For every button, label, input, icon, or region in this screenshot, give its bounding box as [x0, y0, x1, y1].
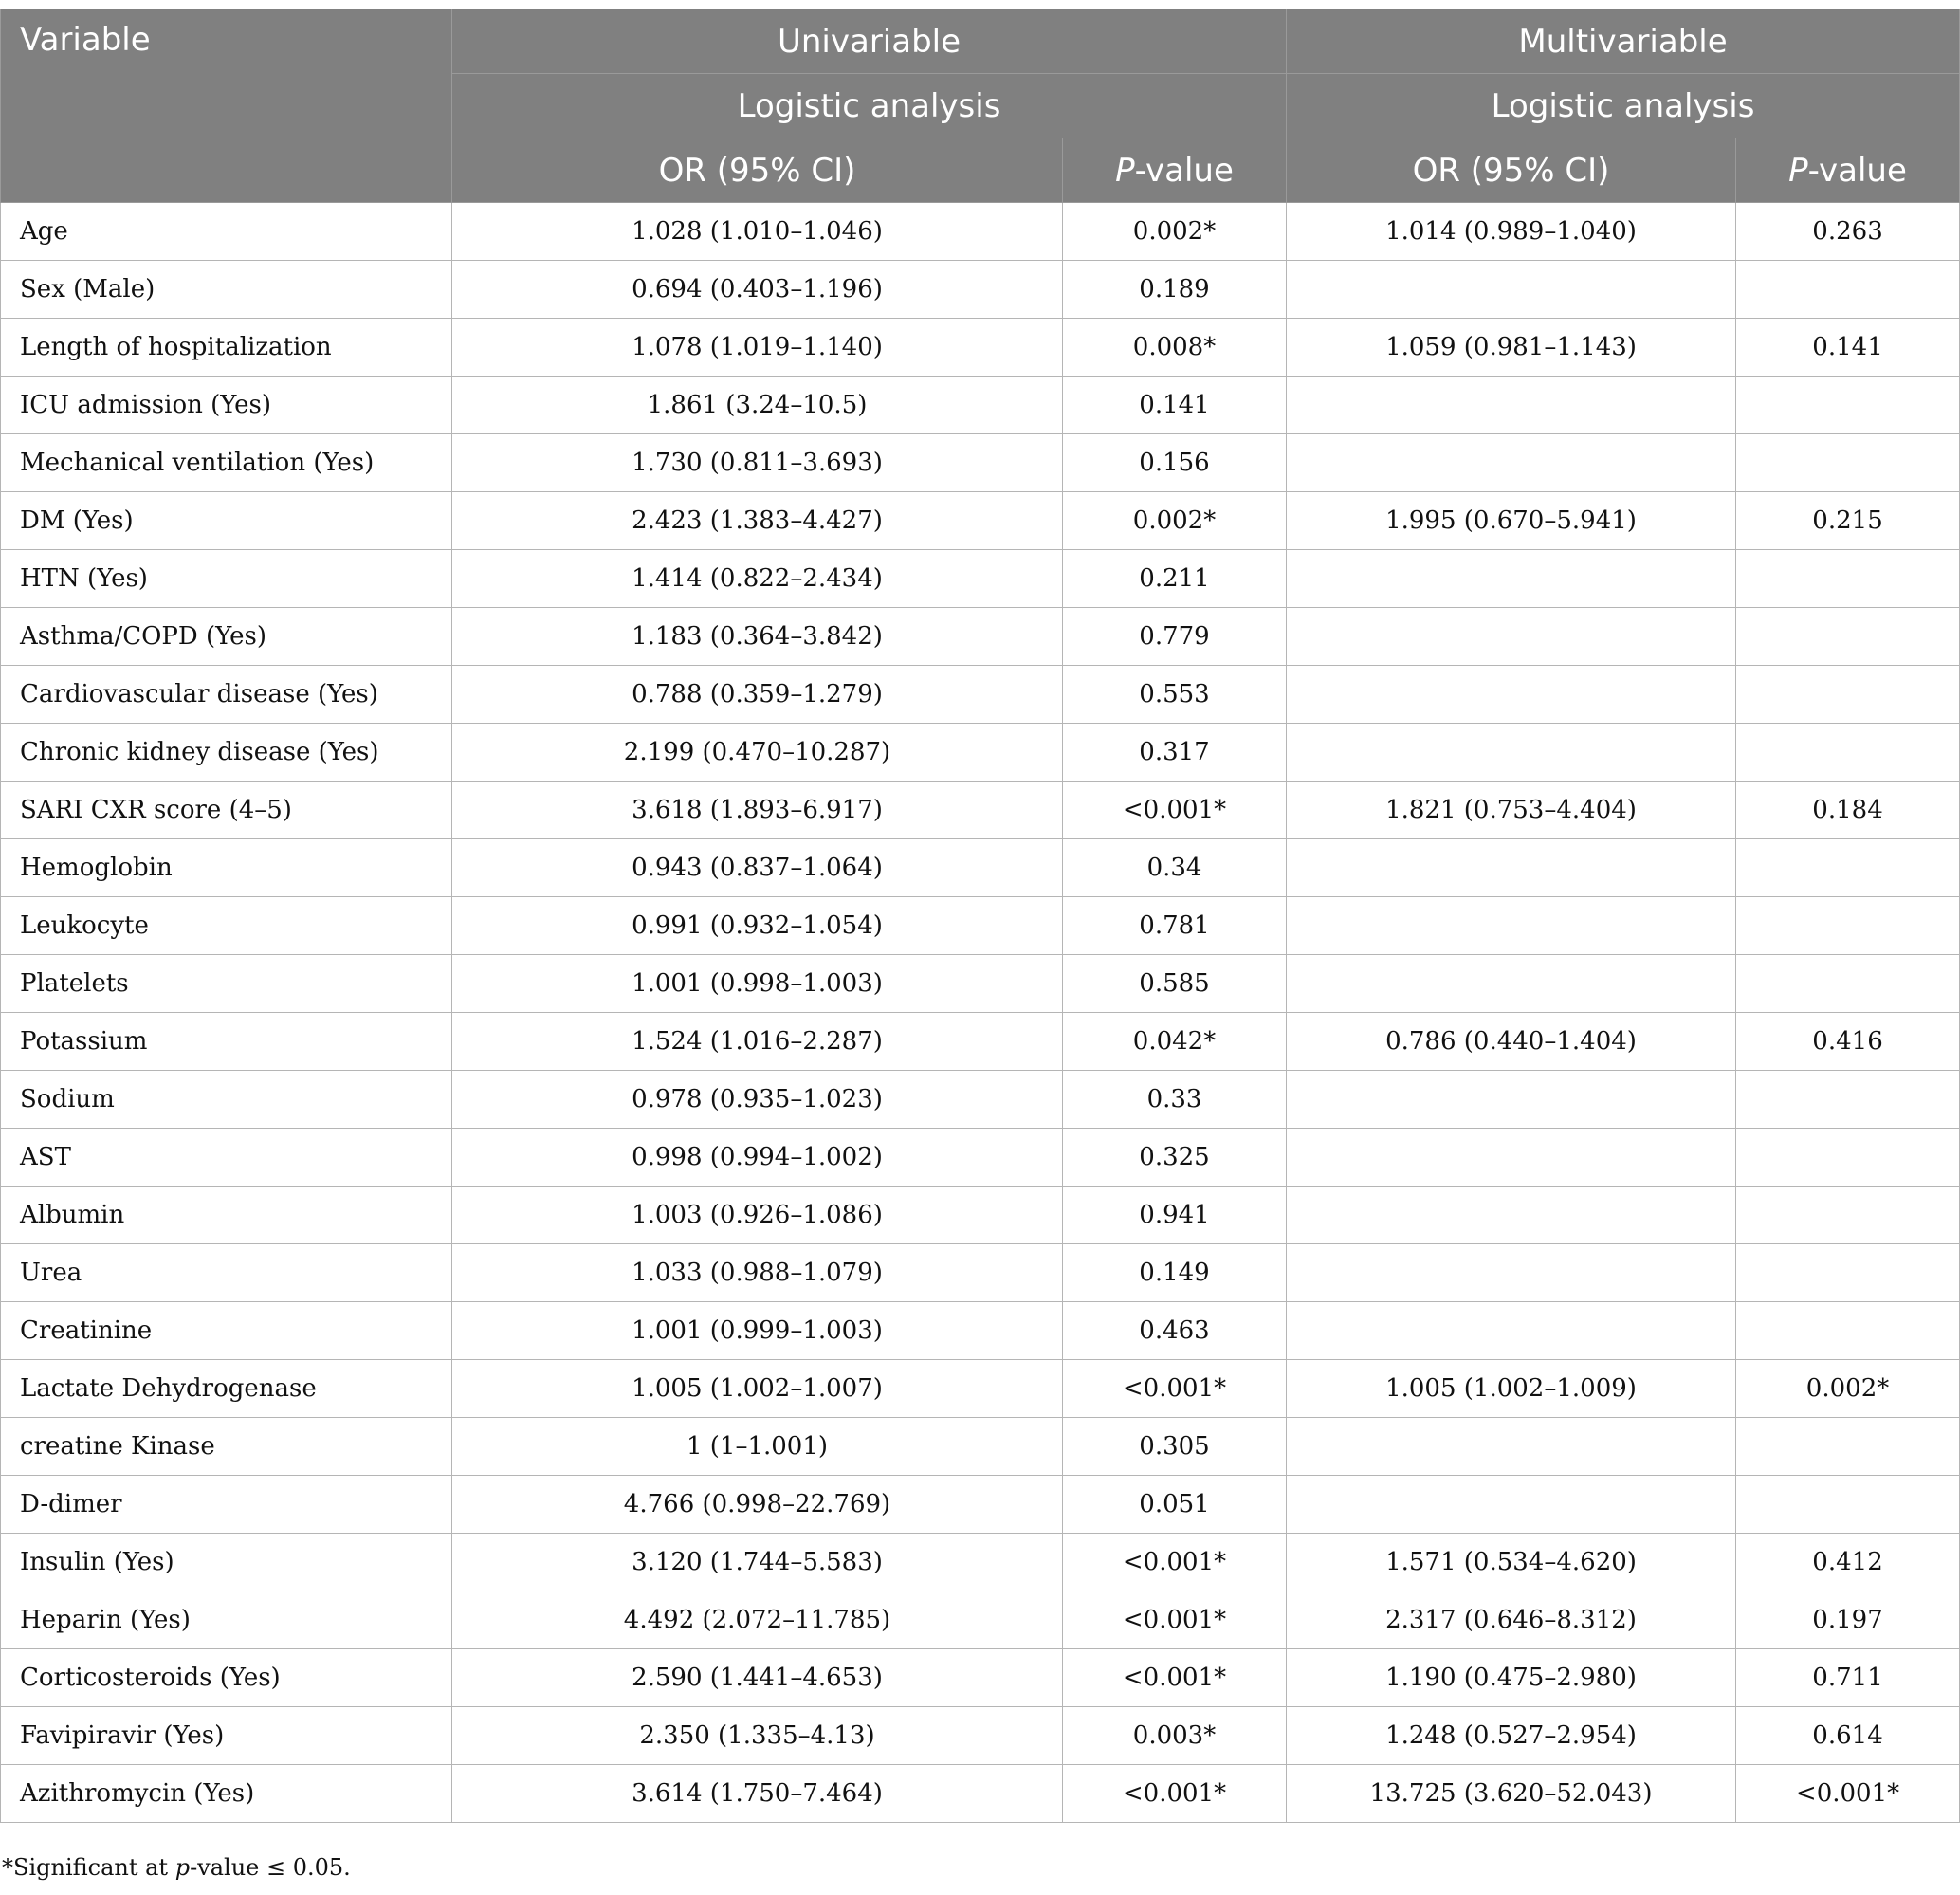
cell-uni-or: 1.003 (0.926–1.086): [452, 1187, 1063, 1244]
cell-multi-pvalue: 0.263: [1736, 203, 1960, 261]
cell-multi-or: [1287, 839, 1736, 897]
cell-multi-or: [1287, 1418, 1736, 1476]
cell-multi-or: [1287, 550, 1736, 608]
cell-variable: Mechanical ventilation (Yes): [1, 434, 452, 492]
cell-multi-or: [1287, 1476, 1736, 1534]
cell-multi-pvalue: 0.184: [1736, 782, 1960, 839]
cell-multi-or: [1287, 724, 1736, 782]
table-row: [1, 261, 1960, 319]
cell-multi-or: [1287, 955, 1736, 1013]
cell-variable: Platelets: [1, 955, 452, 1013]
cell-variable: Hemoglobin: [1, 839, 452, 897]
cell-variable: Insulin (Yes): [1, 1534, 452, 1591]
cell-multi-or: 13.725 (3.620–52.043): [1287, 1765, 1736, 1823]
logistic-regression-table: [0, 9, 1960, 1823]
cell-variable: Albumin: [1, 1187, 452, 1244]
table-row: [1, 319, 1960, 377]
cell-multi-or: 1.571 (0.534–4.620): [1287, 1534, 1736, 1591]
cell-uni-or: 3.614 (1.750–7.464): [452, 1765, 1063, 1823]
cell-variable: AST: [1, 1129, 452, 1187]
cell-variable: Chronic kidney disease (Yes): [1, 724, 452, 782]
cell-variable: Creatinine: [1, 1302, 452, 1360]
cell-uni-or: 2.423 (1.383–4.427): [452, 492, 1063, 550]
cell-multi-pvalue: [1736, 955, 1960, 1013]
header-multi-or: OR (95% CI): [1287, 138, 1736, 203]
table-row: [1, 1129, 1960, 1187]
cell-variable: Potassium: [1, 1013, 452, 1071]
cell-uni-or: 1.005 (1.002–1.007): [452, 1360, 1063, 1418]
cell-uni-or: 2.590 (1.441–4.653): [452, 1649, 1063, 1707]
cell-uni-pvalue: 0.585: [1063, 955, 1287, 1013]
cell-variable: Sodium: [1, 1071, 452, 1129]
cell-variable: Cardiovascular disease (Yes): [1, 666, 452, 724]
cell-multi-pvalue: 0.711: [1736, 1649, 1960, 1707]
header-variable: Variable: [1, 9, 452, 203]
cell-multi-or: [1287, 1187, 1736, 1244]
table-row: [1, 1187, 1960, 1244]
cell-multi-or: [1287, 666, 1736, 724]
cell-multi-or: 1.995 (0.670–5.941): [1287, 492, 1736, 550]
cell-uni-or: 0.991 (0.932–1.054): [452, 897, 1063, 955]
table-row: [1, 1071, 1960, 1129]
footnote-suffix: -value ≤ 0.05.: [190, 1854, 351, 1881]
cell-multi-or: 1.005 (1.002–1.009): [1287, 1360, 1736, 1418]
cell-multi-pvalue: [1736, 1476, 1960, 1534]
cell-multi-pvalue: [1736, 1302, 1960, 1360]
table-row: [1, 666, 1960, 724]
cell-uni-or: 1.001 (0.998–1.003): [452, 955, 1063, 1013]
cell-multi-or: [1287, 608, 1736, 666]
cell-uni-pvalue: 0.002*: [1063, 203, 1287, 261]
cell-uni-pvalue: 0.002*: [1063, 492, 1287, 550]
cell-uni-or: 1.028 (1.010–1.046): [452, 203, 1063, 261]
cell-multi-pvalue: 0.614: [1736, 1707, 1960, 1765]
table-row: [1, 1302, 1960, 1360]
cell-uni-or: 0.943 (0.837–1.064): [452, 839, 1063, 897]
header-univariable-subtitle: Logistic analysis: [452, 74, 1287, 138]
cell-uni-pvalue: 0.317: [1063, 724, 1287, 782]
table-row: [1, 1360, 1960, 1418]
cell-multi-pvalue: [1736, 1418, 1960, 1476]
cell-uni-or: 2.199 (0.470–10.287): [452, 724, 1063, 782]
cell-multi-pvalue: [1736, 1187, 1960, 1244]
cell-uni-or: 1.001 (0.999–1.003): [452, 1302, 1063, 1360]
header-univariable: Univariable: [452, 9, 1287, 74]
cell-uni-or: 3.618 (1.893–6.917): [452, 782, 1063, 839]
cell-multi-pvalue: [1736, 377, 1960, 434]
cell-uni-pvalue: 0.781: [1063, 897, 1287, 955]
cell-uni-pvalue: 0.779: [1063, 608, 1287, 666]
table-footnote: [2, 1854, 351, 1881]
footnote-prefix: *Significant at: [2, 1854, 175, 1881]
header-multi-pvalue-p: P: [1788, 151, 1808, 190]
table-row: [1, 955, 1960, 1013]
cell-uni-pvalue: 0.463: [1063, 1302, 1287, 1360]
cell-uni-pvalue: 0.003*: [1063, 1707, 1287, 1765]
cell-multi-or: 1.059 (0.981–1.143): [1287, 319, 1736, 377]
cell-uni-or: 1.730 (0.811–3.693): [452, 434, 1063, 492]
cell-uni-pvalue: <0.001*: [1063, 1591, 1287, 1649]
table-row: [1, 203, 1960, 261]
header-multi-pvalue-rest: -value: [1807, 151, 1907, 190]
cell-multi-or: [1287, 434, 1736, 492]
table-row: [1, 377, 1960, 434]
table-row: [1, 1476, 1960, 1534]
header-multi-pvalue: [1736, 138, 1960, 203]
cell-uni-pvalue: 0.042*: [1063, 1013, 1287, 1071]
cell-uni-or: 1.524 (1.016–2.287): [452, 1013, 1063, 1071]
cell-variable: Urea: [1, 1244, 452, 1302]
footnote-italic-p: p: [174, 1854, 191, 1881]
cell-variable: Leukocyte: [1, 897, 452, 955]
cell-uni-or: 1.861 (3.24–10.5): [452, 377, 1063, 434]
cell-uni-pvalue: 0.305: [1063, 1418, 1287, 1476]
cell-multi-pvalue: 0.215: [1736, 492, 1960, 550]
header-multivariable: Multivariable: [1287, 9, 1960, 74]
table-body: [1, 203, 1960, 1823]
cell-multi-pvalue: 0.197: [1736, 1591, 1960, 1649]
cell-multi-pvalue: [1736, 839, 1960, 897]
cell-multi-or: 0.786 (0.440–1.404): [1287, 1013, 1736, 1071]
cell-uni-pvalue: 0.325: [1063, 1129, 1287, 1187]
cell-uni-or: 1.183 (0.364–3.842): [452, 608, 1063, 666]
cell-multi-or: 1.014 (0.989–1.040): [1287, 203, 1736, 261]
cell-uni-pvalue: 0.149: [1063, 1244, 1287, 1302]
cell-multi-or: [1287, 1071, 1736, 1129]
cell-multi-pvalue: [1736, 608, 1960, 666]
cell-variable: HTN (Yes): [1, 550, 452, 608]
cell-variable: Corticosteroids (Yes): [1, 1649, 452, 1707]
table-row: [1, 1707, 1960, 1765]
cell-uni-or: 0.978 (0.935–1.023): [452, 1071, 1063, 1129]
cell-uni-or: 1.033 (0.988–1.079): [452, 1244, 1063, 1302]
table-container: [0, 9, 1960, 1823]
table-row: [1, 550, 1960, 608]
cell-variable: ICU admission (Yes): [1, 377, 452, 434]
cell-uni-pvalue: 0.34: [1063, 839, 1287, 897]
cell-multi-or: [1287, 1129, 1736, 1187]
table-row: [1, 1591, 1960, 1649]
cell-uni-or: 3.120 (1.744–5.583): [452, 1534, 1063, 1591]
cell-multi-pvalue: [1736, 261, 1960, 319]
table-row: [1, 1765, 1960, 1823]
cell-variable: Sex (Male): [1, 261, 452, 319]
cell-multi-pvalue: [1736, 550, 1960, 608]
cell-variable: Age: [1, 203, 452, 261]
cell-uni-pvalue: <0.001*: [1063, 1765, 1287, 1823]
cell-uni-pvalue: 0.156: [1063, 434, 1287, 492]
cell-uni-pvalue: 0.211: [1063, 550, 1287, 608]
table-row: [1, 1418, 1960, 1476]
cell-uni-pvalue: 0.33: [1063, 1071, 1287, 1129]
cell-variable: Heparin (Yes): [1, 1591, 452, 1649]
cell-multi-pvalue: 0.416: [1736, 1013, 1960, 1071]
header-uni-pvalue-rest: -value: [1134, 151, 1234, 190]
cell-uni-or: 1 (1–1.001): [452, 1418, 1063, 1476]
table-row: [1, 1534, 1960, 1591]
cell-uni-pvalue: 0.141: [1063, 377, 1287, 434]
header-uni-pvalue: [1063, 138, 1287, 203]
table-row: [1, 608, 1960, 666]
cell-multi-pvalue: [1736, 666, 1960, 724]
cell-uni-or: 2.350 (1.335–4.13): [452, 1707, 1063, 1765]
cell-uni-or: 0.998 (0.994–1.002): [452, 1129, 1063, 1187]
cell-uni-pvalue: <0.001*: [1063, 1360, 1287, 1418]
table-row: [1, 1013, 1960, 1071]
cell-multi-or: [1287, 897, 1736, 955]
cell-multi-pvalue: 0.002*: [1736, 1360, 1960, 1418]
cell-uni-or: 1.078 (1.019–1.140): [452, 319, 1063, 377]
cell-multi-pvalue: [1736, 1129, 1960, 1187]
cell-multi-or: 1.821 (0.753–4.404): [1287, 782, 1736, 839]
cell-uni-pvalue: <0.001*: [1063, 1649, 1287, 1707]
cell-uni-pvalue: <0.001*: [1063, 1534, 1287, 1591]
cell-variable: creatine Kinase: [1, 1418, 452, 1476]
cell-uni-or: 0.694 (0.403–1.196): [452, 261, 1063, 319]
cell-variable: D-dimer: [1, 1476, 452, 1534]
cell-multi-or: 1.248 (0.527–2.954): [1287, 1707, 1736, 1765]
cell-uni-pvalue: 0.941: [1063, 1187, 1287, 1244]
cell-multi-pvalue: [1736, 1071, 1960, 1129]
cell-multi-pvalue: <0.001*: [1736, 1765, 1960, 1823]
header-uni-pvalue-p: P: [1115, 151, 1135, 190]
cell-multi-or: [1287, 377, 1736, 434]
cell-uni-pvalue: 0.051: [1063, 1476, 1287, 1534]
cell-variable: Lactate Dehydrogenase: [1, 1360, 452, 1418]
table-row: [1, 897, 1960, 955]
cell-uni-pvalue: <0.001*: [1063, 782, 1287, 839]
table-row: [1, 782, 1960, 839]
table-row: [1, 839, 1960, 897]
cell-variable: SARI CXR score (4–5): [1, 782, 452, 839]
cell-uni-pvalue: 0.553: [1063, 666, 1287, 724]
cell-multi-or: [1287, 261, 1736, 319]
cell-uni-or: 4.492 (2.072–11.785): [452, 1591, 1063, 1649]
cell-multi-pvalue: 0.141: [1736, 319, 1960, 377]
table-header: [1, 9, 1960, 203]
cell-uni-pvalue: 0.189: [1063, 261, 1287, 319]
cell-multi-or: 1.190 (0.475–2.980): [1287, 1649, 1736, 1707]
cell-multi-pvalue: [1736, 724, 1960, 782]
cell-multi-pvalue: [1736, 897, 1960, 955]
cell-variable: Azithromycin (Yes): [1, 1765, 452, 1823]
table-row: [1, 434, 1960, 492]
cell-multi-or: [1287, 1302, 1736, 1360]
header-uni-or: OR (95% CI): [452, 138, 1063, 203]
cell-multi-or: [1287, 1244, 1736, 1302]
table-row: [1, 492, 1960, 550]
cell-variable: Favipiravir (Yes): [1, 1707, 452, 1765]
cell-multi-pvalue: [1736, 434, 1960, 492]
cell-uni-or: 1.414 (0.822–2.434): [452, 550, 1063, 608]
cell-multi-pvalue: [1736, 1244, 1960, 1302]
cell-variable: DM (Yes): [1, 492, 452, 550]
cell-variable: Length of hospitalization: [1, 319, 452, 377]
cell-multi-or: 2.317 (0.646–8.312): [1287, 1591, 1736, 1649]
header-multivariable-subtitle: Logistic analysis: [1287, 74, 1960, 138]
table-row: [1, 1244, 1960, 1302]
cell-uni-or: 0.788 (0.359–1.279): [452, 666, 1063, 724]
table-row: [1, 724, 1960, 782]
cell-uni-or: 4.766 (0.998–22.769): [452, 1476, 1063, 1534]
cell-variable: Asthma/COPD (Yes): [1, 608, 452, 666]
cell-uni-pvalue: 0.008*: [1063, 319, 1287, 377]
cell-multi-pvalue: 0.412: [1736, 1534, 1960, 1591]
table-row: [1, 1649, 1960, 1707]
